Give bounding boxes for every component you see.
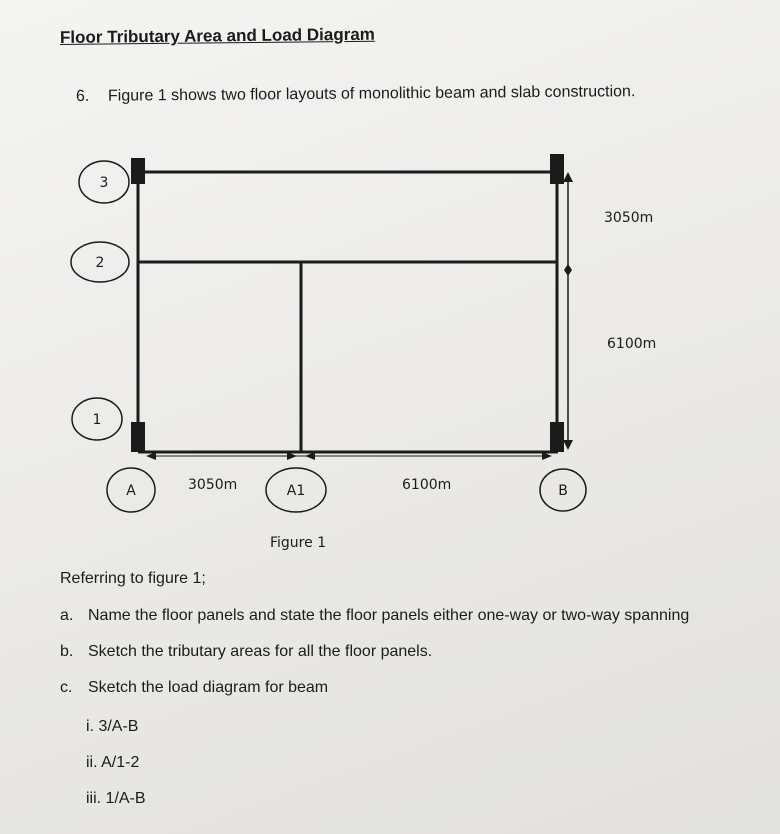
right-dim-top: 3050m [604, 210, 654, 226]
prompt-text: Referring to figure 1; [60, 570, 206, 587]
grid-bubble-2 [71, 242, 129, 282]
question-text: Figure 1 shows two floor layouts of monolithic beam and slab construction. [107, 83, 636, 105]
task-item-a [60, 606, 689, 642]
svg-text:3: 3 [99, 175, 109, 191]
task-text: Sketch the load diagram for beam [88, 679, 329, 696]
grid-bubble-3 [79, 161, 129, 203]
subitem-ii: ii. A/1-2 [86, 754, 140, 771]
task-item-b [60, 642, 689, 678]
column-3B [550, 154, 564, 184]
column-3A [131, 158, 145, 184]
task-letter: b. [60, 643, 74, 660]
grid-bubble-B [540, 469, 586, 511]
right-dim-bottom: 6100m [607, 336, 657, 352]
figure-caption: Figure 1 [270, 535, 327, 551]
svg-text:B: B [558, 483, 568, 499]
bottom-dim-right: 6100m [402, 477, 452, 493]
column-1A [131, 422, 145, 452]
dimension-arrow-bottom [563, 440, 573, 450]
bottom-dim-left: 3050m [188, 477, 238, 493]
subitem-iii: iii. 1/A-B [86, 790, 146, 807]
svg-text:2: 2 [95, 255, 105, 271]
dimension-arrow-top [563, 172, 573, 182]
task-letter: c. [60, 679, 73, 696]
page-title: Floor Tributary Area and Load Diagram [59, 24, 375, 47]
dimension-tick-mid [564, 264, 572, 276]
svg-text:A1: A1 [286, 483, 306, 499]
svg-text:1: 1 [92, 412, 102, 428]
task-list [60, 606, 689, 714]
grid-bubble-1 [72, 398, 122, 440]
question-number: 6. [75, 87, 90, 105]
subitem-i: i. 3/A-B [86, 718, 139, 735]
task-letter: a. [60, 607, 74, 624]
question-statement [76, 83, 636, 106]
task-text: Name the floor panels and state the floor panels either one-way or two-way spanning [88, 607, 690, 624]
svg-text:A: A [126, 483, 136, 499]
floor-plan-figure [0, 140, 780, 560]
column-1B [550, 422, 564, 452]
grid-bubble-A [107, 468, 155, 512]
grid-bubble-A1 [266, 468, 326, 512]
task-text: Sketch the tributary areas for all the floor panels. [88, 643, 433, 660]
task-item-c [60, 678, 689, 714]
